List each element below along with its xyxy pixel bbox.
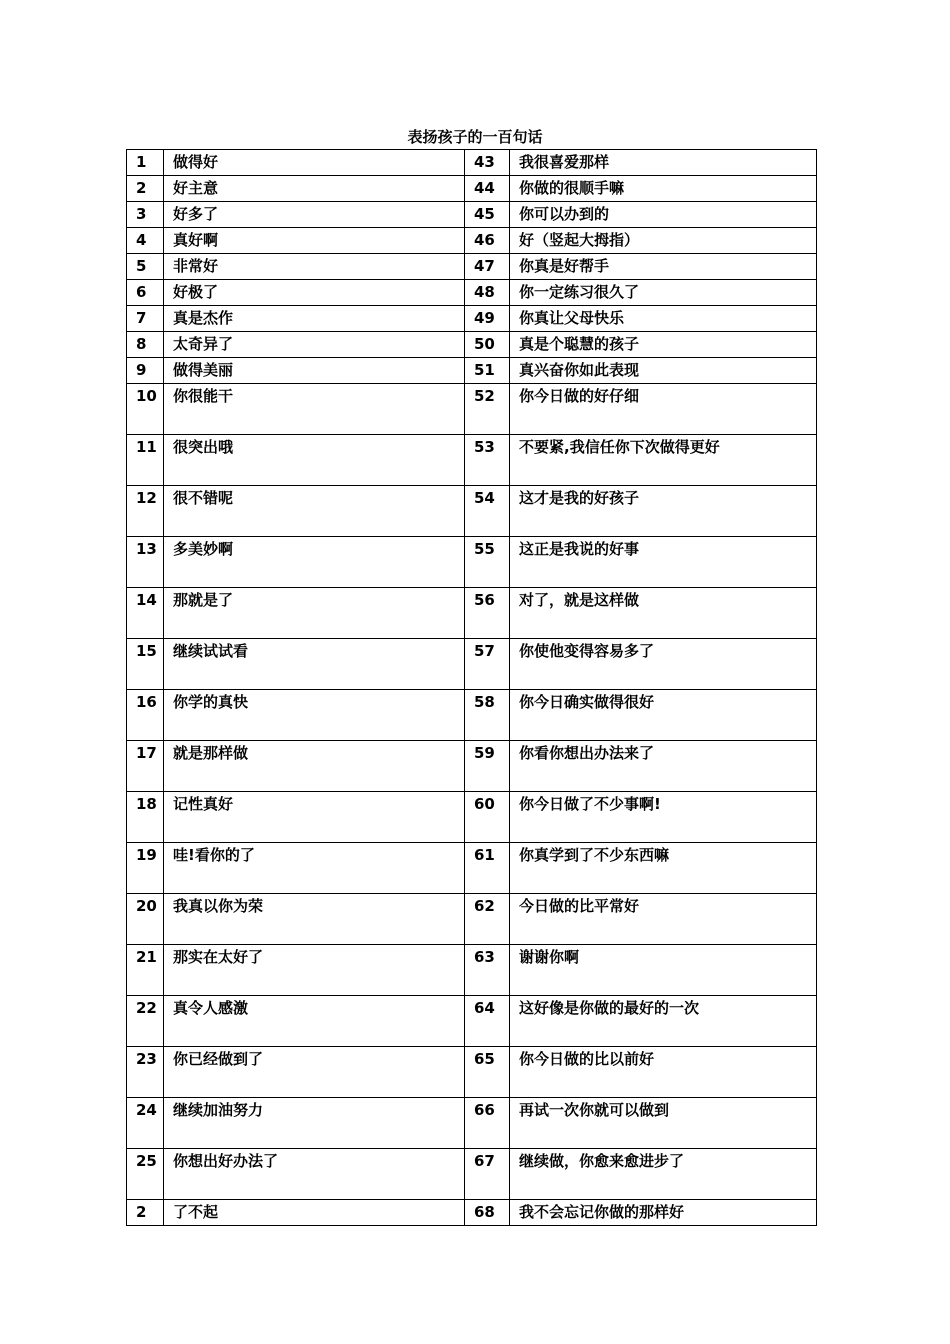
row-number-left: 2: [127, 1200, 164, 1226]
table-row: [127, 202, 817, 228]
phrase-left: 你已经做到了: [164, 1047, 465, 1098]
table-row: [127, 537, 817, 588]
row-number-left: 9: [127, 358, 164, 384]
row-number-left: 19: [127, 843, 164, 894]
table-row: [127, 690, 817, 741]
row-number-right: 65: [465, 1047, 510, 1098]
phrase-right: 你今日确实做得很好: [510, 690, 817, 741]
phrase-left: 记性真好: [164, 792, 465, 843]
row-number-right: 48: [465, 280, 510, 306]
row-number-right: 59: [465, 741, 510, 792]
phrase-right: 再试一次你就可以做到: [510, 1098, 817, 1149]
row-number-left: 11: [127, 435, 164, 486]
table-row: [127, 332, 817, 358]
phrase-left: 哇!看你的了: [164, 843, 465, 894]
table-row: [127, 639, 817, 690]
row-number-right: 51: [465, 358, 510, 384]
row-number-right: 50: [465, 332, 510, 358]
phrase-left: 多美妙啊: [164, 537, 465, 588]
row-number-left: 4: [127, 228, 164, 254]
phrase-right: 你今日做了不少事啊!: [510, 792, 817, 843]
row-number-right: 44: [465, 176, 510, 202]
table-row: [127, 588, 817, 639]
table-row: [127, 228, 817, 254]
phrase-right: 真兴奋你如此表现: [510, 358, 817, 384]
row-number-left: 5: [127, 254, 164, 280]
phrase-right: 你真让父母快乐: [510, 306, 817, 332]
table-row: [127, 486, 817, 537]
row-number-right: 64: [465, 996, 510, 1047]
phrase-right: 你真是好帮手: [510, 254, 817, 280]
phrase-right: 继续做，你愈来愈进步了: [510, 1149, 817, 1200]
praise-table-body: [127, 150, 817, 1226]
phrase-left: 那就是了: [164, 588, 465, 639]
row-number-left: 2: [127, 176, 164, 202]
phrase-right: 真是个聪慧的孩子: [510, 332, 817, 358]
phrase-right: 这才是我的好孩子: [510, 486, 817, 537]
row-number-left: 15: [127, 639, 164, 690]
row-number-left: 13: [127, 537, 164, 588]
row-number-right: 61: [465, 843, 510, 894]
row-number-right: 57: [465, 639, 510, 690]
phrase-right: 你看你想出办法来了: [510, 741, 817, 792]
phrase-left: 真令人感激: [164, 996, 465, 1047]
phrase-right: 对了，就是这样做: [510, 588, 817, 639]
row-number-right: 56: [465, 588, 510, 639]
page-title: 表扬孩子的一百句话: [407, 128, 543, 146]
phrase-left: 你想出好办法了: [164, 1149, 465, 1200]
row-number-left: 17: [127, 741, 164, 792]
row-number-right: 62: [465, 894, 510, 945]
table-row: [127, 306, 817, 332]
phrase-right: 我不会忘记你做的那样好: [510, 1200, 817, 1226]
table-row: [127, 1098, 817, 1149]
row-number-right: 53: [465, 435, 510, 486]
phrase-right: 你使他变得容易多了: [510, 639, 817, 690]
phrase-right: 不要紧,我信任你下次做得更好: [510, 435, 817, 486]
table-row: [127, 384, 817, 435]
row-number-right: 58: [465, 690, 510, 741]
phrase-left: 你学的真快: [164, 690, 465, 741]
phrase-left: 真是杰作: [164, 306, 465, 332]
row-number-left: 23: [127, 1047, 164, 1098]
table-row: [127, 741, 817, 792]
phrase-right: 你真学到了不少东西嘛: [510, 843, 817, 894]
phrase-right: 今日做的比平常好: [510, 894, 817, 945]
phrase-right: 这好像是你做的最好的一次: [510, 996, 817, 1047]
phrase-left: 好主意: [164, 176, 465, 202]
phrase-left: 你很能干: [164, 384, 465, 435]
row-number-right: 52: [465, 384, 510, 435]
row-number-right: 43: [465, 150, 510, 176]
row-number-right: 45: [465, 202, 510, 228]
phrase-left: 好极了: [164, 280, 465, 306]
row-number-right: 49: [465, 306, 510, 332]
row-number-left: 21: [127, 945, 164, 996]
phrase-right: 谢谢你啊: [510, 945, 817, 996]
table-row: [127, 843, 817, 894]
phrase-left: 了不起: [164, 1200, 465, 1226]
phrase-left: 那实在太好了: [164, 945, 465, 996]
phrase-left: 真好啊: [164, 228, 465, 254]
row-number-right: 63: [465, 945, 510, 996]
phrase-left: 继续试试看: [164, 639, 465, 690]
row-number-right: 66: [465, 1098, 510, 1149]
phrase-right: 你做的很顺手嘛: [510, 176, 817, 202]
row-number-left: 25: [127, 1149, 164, 1200]
row-number-left: 20: [127, 894, 164, 945]
row-number-left: 14: [127, 588, 164, 639]
table-row: [127, 996, 817, 1047]
row-number-right: 67: [465, 1149, 510, 1200]
phrase-left: 继续加油努力: [164, 1098, 465, 1149]
row-number-left: 22: [127, 996, 164, 1047]
table-row: [127, 792, 817, 843]
table-row: [127, 1149, 817, 1200]
table-row: [127, 1200, 817, 1226]
row-number-left: 12: [127, 486, 164, 537]
row-number-right: 54: [465, 486, 510, 537]
praise-table: [126, 149, 817, 1226]
phrase-left: 做得好: [164, 150, 465, 176]
table-row: [127, 894, 817, 945]
table-row: [127, 254, 817, 280]
phrase-left: 就是那样做: [164, 741, 465, 792]
table-row: [127, 280, 817, 306]
row-number-right: 68: [465, 1200, 510, 1226]
row-number-right: 55: [465, 537, 510, 588]
phrase-left: 好多了: [164, 202, 465, 228]
row-number-left: 18: [127, 792, 164, 843]
phrase-right: 好（竖起大拇指）: [510, 228, 817, 254]
row-number-left: 16: [127, 690, 164, 741]
row-number-right: 47: [465, 254, 510, 280]
table-row: [127, 358, 817, 384]
phrase-left: 做得美丽: [164, 358, 465, 384]
phrase-right: 这正是我说的好事: [510, 537, 817, 588]
table-row: [127, 435, 817, 486]
phrase-left: 很突出哦: [164, 435, 465, 486]
phrase-left: 我真以你为荣: [164, 894, 465, 945]
phrase-right: 你今日做的比以前好: [510, 1047, 817, 1098]
table-row: [127, 1047, 817, 1098]
phrase-right: 你今日做的好仔细: [510, 384, 817, 435]
table-row: [127, 945, 817, 996]
table-row: [127, 176, 817, 202]
row-number-left: 1: [127, 150, 164, 176]
row-number-left: 6: [127, 280, 164, 306]
row-number-left: 10: [127, 384, 164, 435]
phrase-right: 你一定练习很久了: [510, 280, 817, 306]
phrase-right: 我很喜爱那样: [510, 150, 817, 176]
row-number-left: 3: [127, 202, 164, 228]
table-row: [127, 150, 817, 176]
row-number-left: 8: [127, 332, 164, 358]
row-number-right: 60: [465, 792, 510, 843]
phrase-right: 你可以办到的: [510, 202, 817, 228]
phrase-left: 非常好: [164, 254, 465, 280]
row-number-left: 7: [127, 306, 164, 332]
phrase-left: 太奇异了: [164, 332, 465, 358]
row-number-right: 46: [465, 228, 510, 254]
phrase-left: 很不错呢: [164, 486, 465, 537]
row-number-left: 24: [127, 1098, 164, 1149]
